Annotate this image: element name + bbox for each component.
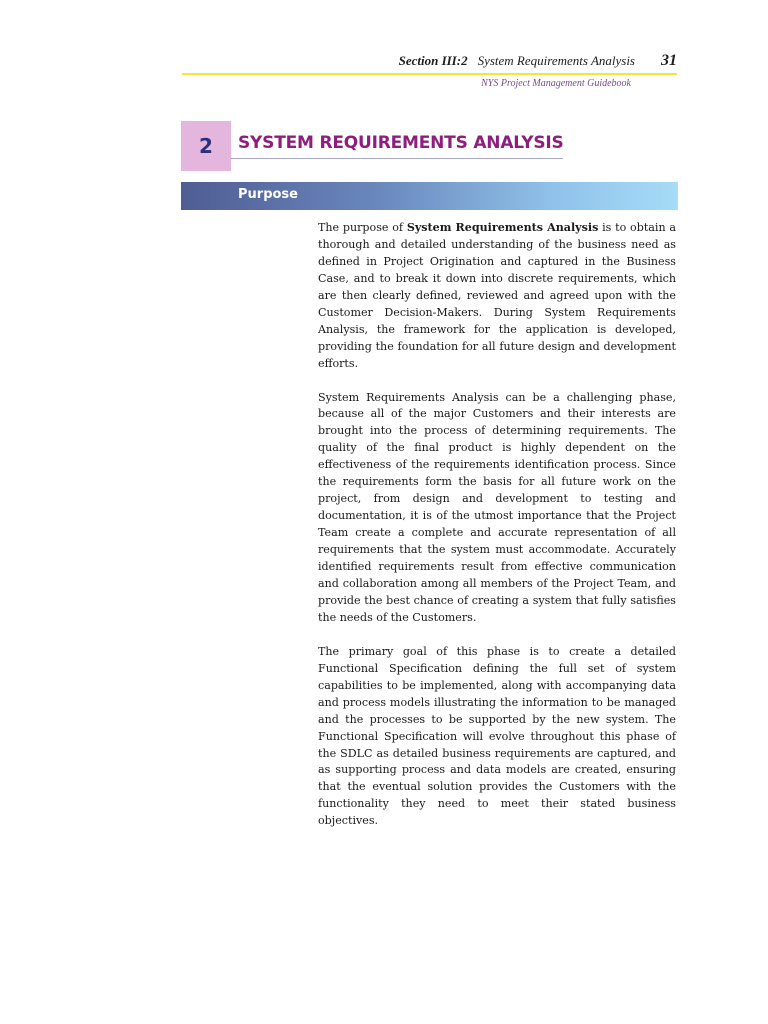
purpose-heading: Purpose: [238, 187, 298, 202]
section-label: Section III:2: [398, 53, 468, 68]
paragraph-2: System Requirements Analysis can be a challenging phase, because all of the major Customers and their interests are brought into the process of determining requirements. The quality of the final product is highly dependent on the effectiveness of the requirements identification process. Since the requirements form the basis for all future work on the project, from design and development to testing and documentation, it is of the utmost importance that the Project Team create a complete and accurate representation of all requirements that the system must accommodate. Accurately identified requirements result from effective communication and collaboration among all members of the Project Team, and provide the best chance of creating a system that fully satisfies the needs of the Customers.: [318, 390, 676, 624]
paragraph-3: The primary goal of this phase is to create a detailed Functional Specification defining the full set of system capabilities to be implemented, along with accompanying data and process models illustrating the information to be managed and the processes to be supported by the new system. The Functional Specification will evolve throughout this phase of the SDLC as detailed business requirements are captured, and as supporting process and data models are created, ensuring that the eventual solution provides the Customers with the functionality they need to meet their stated business objectives.: [318, 644, 676, 828]
body-text: [318, 220, 676, 830]
paragraph-1-term: System Requirements Analysis: [406, 221, 599, 234]
paragraph-1-lead: The purpose of: [318, 221, 407, 234]
header-rule: [182, 73, 677, 75]
section-title: System Requirements Analysis: [477, 53, 635, 68]
running-header: [182, 52, 677, 74]
chapter-number: 2: [181, 121, 231, 171]
purpose-banner: [181, 182, 678, 210]
page-number: 31: [661, 52, 677, 69]
chapter-title-rule: [231, 158, 563, 159]
paragraph-1-rest: is to obtain a thorough and detailed understanding of the business need as defined in Project Origination and captured in the Business Case, and to break it down into discrete requirements, which are then clearly defined, reviewed and agreed upon with the Customer Decision-Makers. During System Requirements Analysis, the framework for the application is developed, providing the foundation for all future design and development efforts.: [318, 221, 676, 370]
guidebook-title: NYS Project Management Guidebook: [481, 78, 631, 89]
chapter-title: SYSTEM REQUIREMENTS ANALYSIS: [238, 133, 564, 153]
paragraph-1: [318, 220, 676, 373]
